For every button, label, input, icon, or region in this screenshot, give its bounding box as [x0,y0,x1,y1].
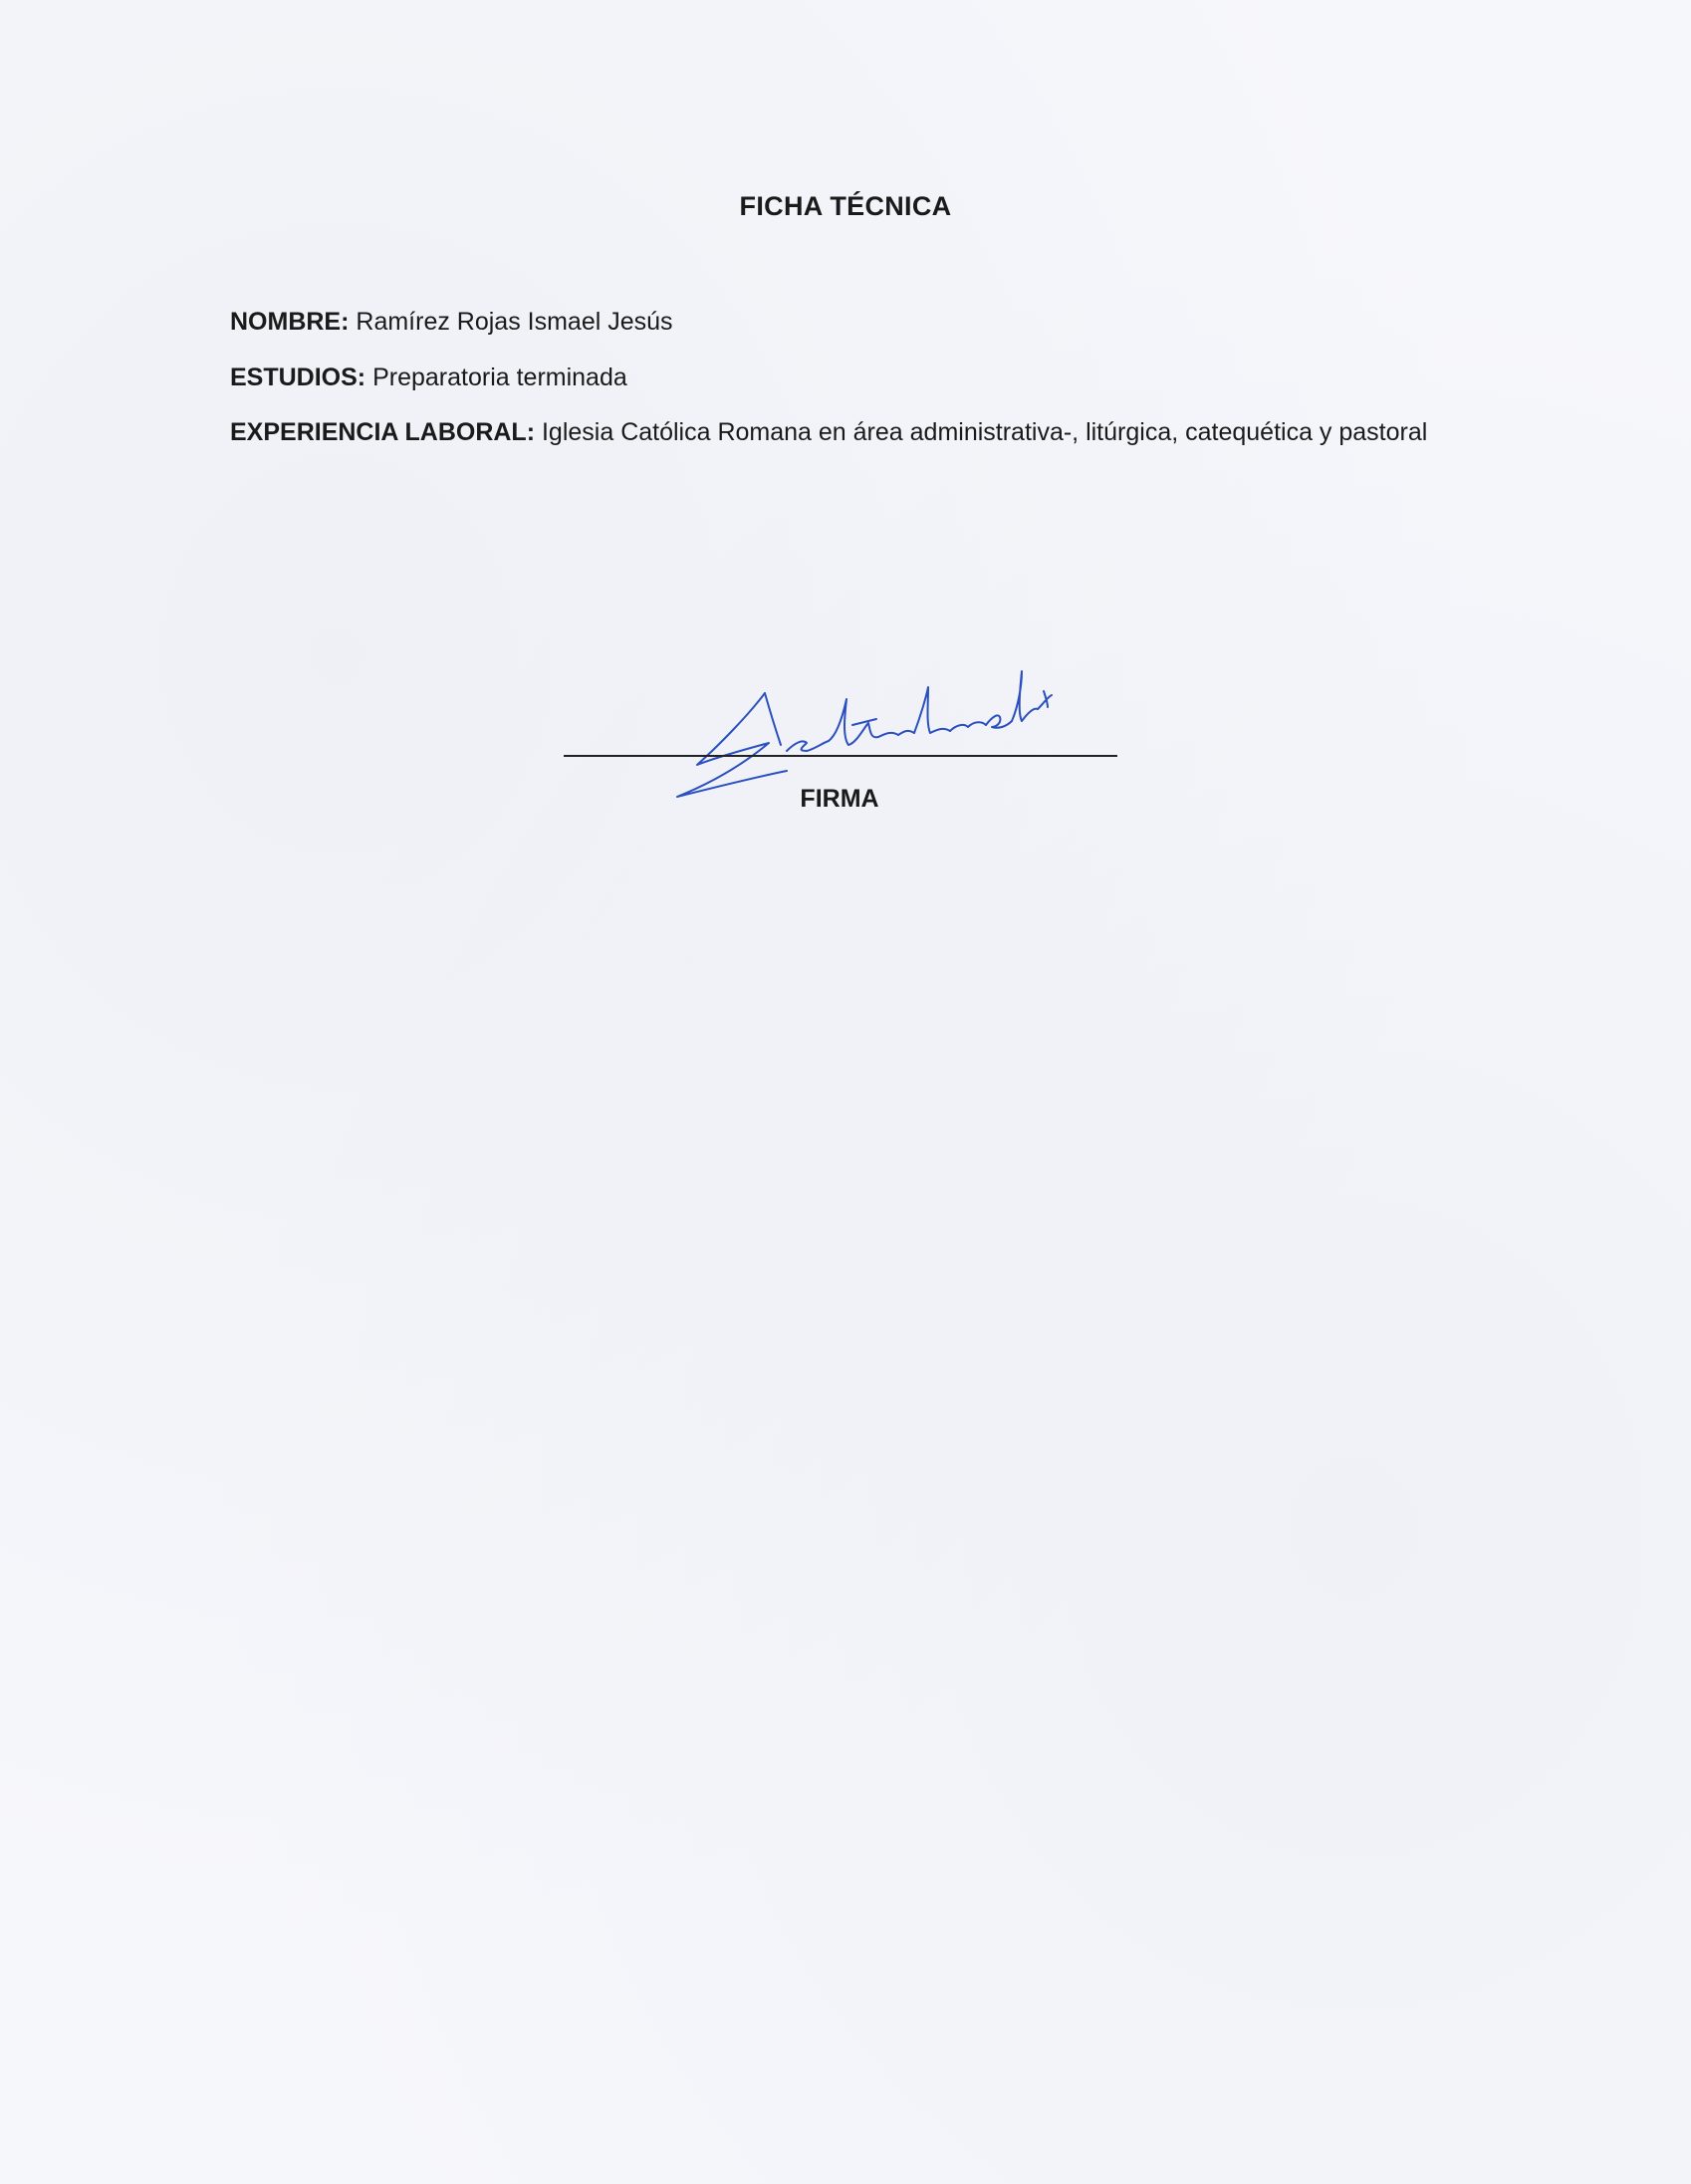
signature-caption-text: FIRMA [800,785,879,813]
handwritten-signature [657,647,1056,807]
field-estudios-value: Preparatoria terminada [372,364,627,391]
field-experiencia [230,414,1475,450]
field-experiencia-value: Iglesia Católica Romana en área administrativa-, litúrgica, catequética y pastoral [541,418,1428,446]
field-experiencia-label: EXPERIENCIA LABORAL: [230,418,542,446]
field-estudios-label: ESTUDIOS: [230,364,373,391]
signature-line [564,755,1117,757]
field-nombre-label: NOMBRE: [230,308,357,336]
field-nombre [230,304,1475,340]
signature-caption [0,785,1691,814]
field-estudios [230,360,1475,395]
document-title: FICHA TÉCNICA [739,191,952,221]
field-nombre-value: Ramírez Rojas Ismael Jesús [356,308,673,336]
signature-strokes [677,671,1052,797]
